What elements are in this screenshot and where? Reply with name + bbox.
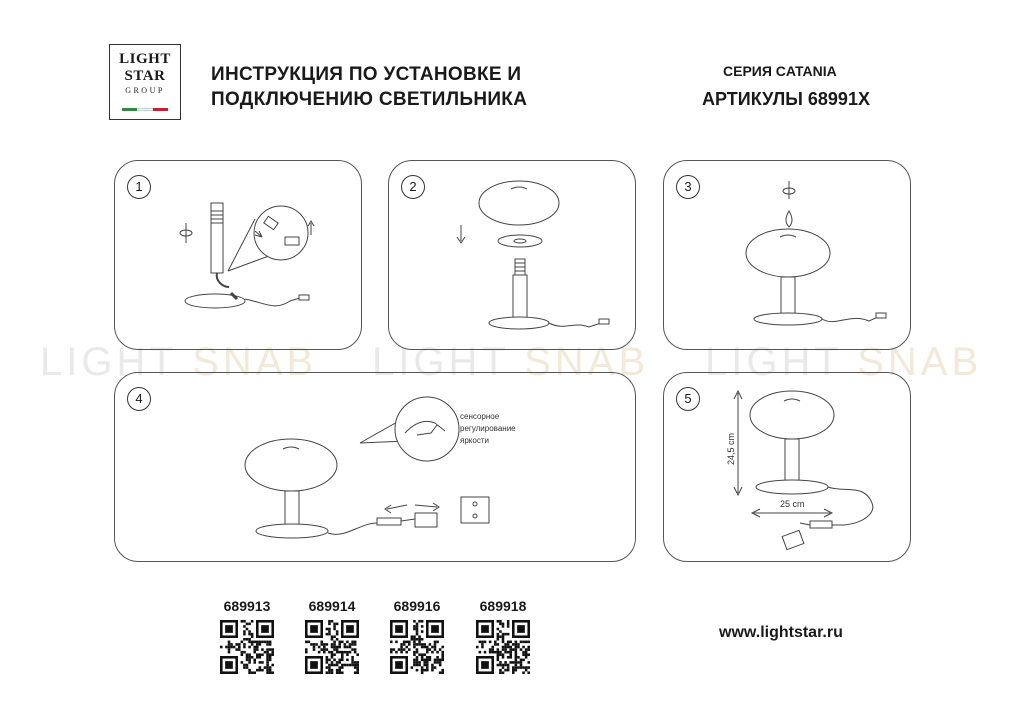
step-3-panel [663, 160, 911, 350]
lamp-stem [285, 491, 299, 529]
lamp-shade [479, 181, 559, 225]
watermark-part-1: LIGHT [40, 340, 178, 384]
article-code: 689913 [223, 598, 271, 614]
bulb-icon [786, 211, 792, 227]
touch-label-3: яркости [460, 436, 489, 445]
lamp-base [256, 524, 328, 538]
qr-code-icon[interactable] [390, 620, 444, 674]
touch-zoom-circle [395, 397, 459, 461]
article-code: 689916 [393, 598, 441, 614]
lamp-base [756, 480, 828, 494]
rotate-arrow-icon [783, 181, 795, 199]
height-label: 24,5 cm [726, 432, 736, 465]
qr-code-icon[interactable] [305, 620, 359, 674]
lamp-shade [746, 229, 830, 277]
lamp-stem [513, 275, 527, 321]
step-5-illustration [664, 373, 912, 563]
title-line-2: ПОДКЛЮЧЕНИЮ СВЕТИЛЬНИКА [211, 89, 528, 110]
brand-logo [109, 44, 181, 120]
lamp-base [489, 317, 549, 329]
lamp-stem [785, 439, 799, 485]
watermark-part-2: SNAB [857, 340, 983, 384]
lamp-shade [750, 391, 834, 439]
article-code: 689914 [308, 598, 356, 614]
step-number: 4 [127, 387, 151, 411]
watermark-part-2: SNAB [192, 340, 318, 384]
zoom-circle [254, 206, 308, 260]
watermark-part-1: LIGHT [705, 340, 843, 384]
touch-label-1: сенсорное [460, 412, 500, 421]
watermark-part-2: SNAB [524, 340, 650, 384]
lamp-base [754, 313, 822, 325]
logo-line-3: GROUP [125, 86, 165, 95]
logo-line-1: LIGHT [119, 51, 171, 67]
article-code: 689918 [479, 598, 527, 614]
rotate-arrow-icon [180, 223, 192, 243]
lamp-stem [781, 277, 795, 317]
qr-code-icon[interactable] [220, 620, 274, 674]
step-3-illustration [664, 161, 912, 351]
width-label: 25 cm [780, 499, 805, 509]
italian-flag-icon [122, 108, 168, 111]
website-link[interactable]: www.lightstar.ru [719, 624, 843, 641]
series-label: СЕРИЯ CATANIA [723, 63, 837, 79]
step-number: 2 [401, 175, 425, 199]
qr-code-icon[interactable] [476, 620, 530, 674]
step-4-illustration [115, 373, 637, 563]
step-2-illustration [389, 161, 637, 351]
logo-line-2: STAR [124, 68, 166, 84]
step-5-panel [663, 372, 911, 562]
step-number: 1 [127, 175, 151, 199]
lamp-stem [211, 203, 223, 273]
step-1-illustration [115, 161, 363, 351]
step-number: 3 [676, 175, 700, 199]
step-4-panel [114, 372, 636, 562]
title-line-1: ИНСТРУКЦИЯ ПО УСТАНОВКЕ И [211, 64, 522, 85]
step-1-panel [114, 160, 362, 350]
step-number: 5 [676, 387, 700, 411]
power-adapter [782, 530, 804, 549]
watermark-part-1: LIGHT [372, 340, 510, 384]
wall-socket [461, 497, 489, 523]
step-2-panel [388, 160, 636, 350]
power-adapter [415, 513, 437, 527]
page-title [211, 62, 527, 112]
touch-label-2: регулирование [460, 424, 516, 433]
articles-label: АРТИКУЛЫ 68991X [702, 89, 870, 109]
